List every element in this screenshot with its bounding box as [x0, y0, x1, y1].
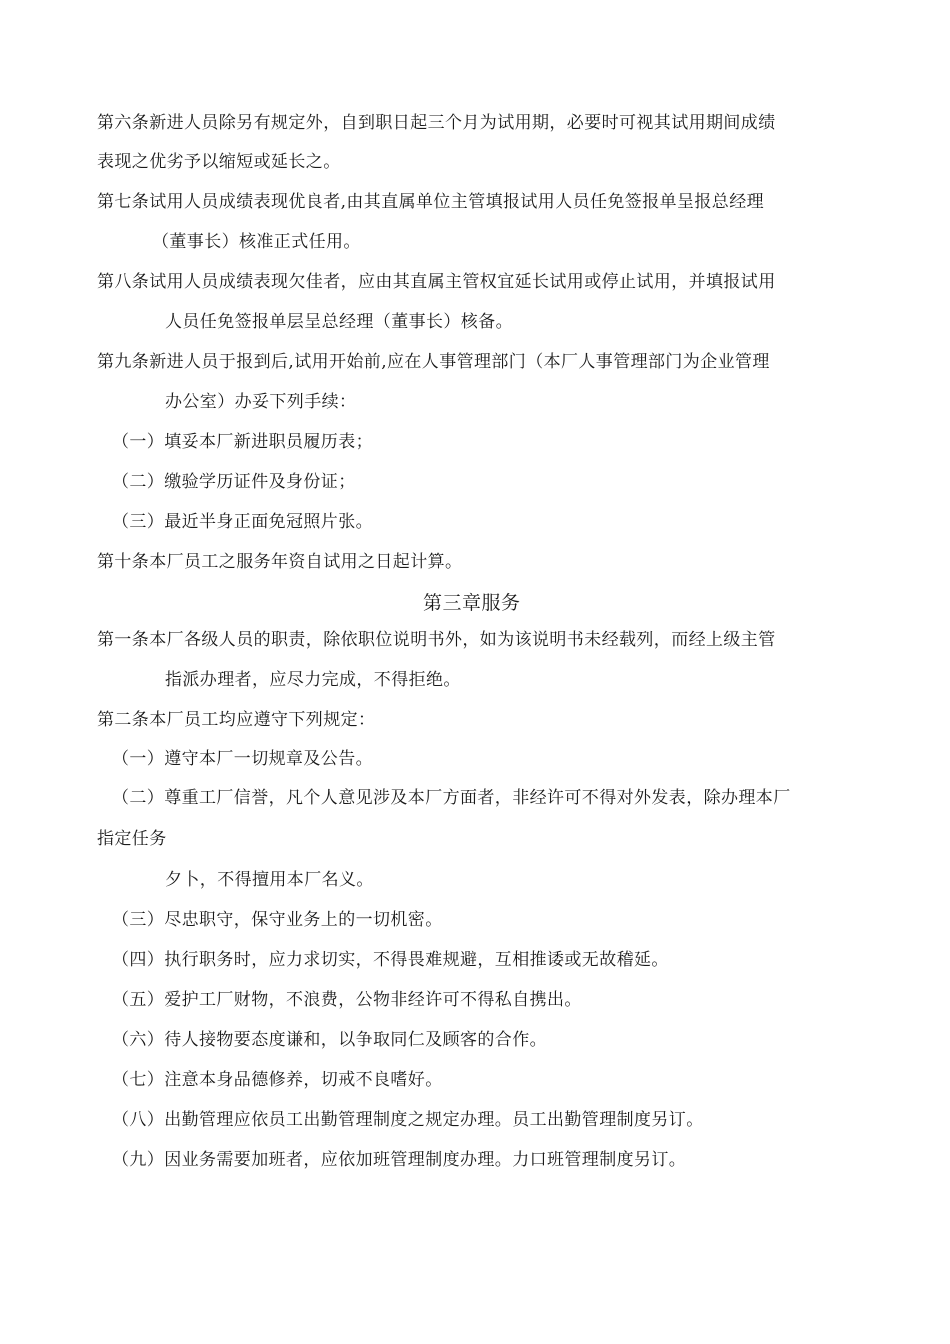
article-8-line-2: 人员任免签报单层呈总经理（董事长）核备。: [165, 312, 513, 332]
article-10: 第十条本厂员工之服务年资自试用之日起计算。: [97, 552, 463, 572]
article-9-item-3: （三）最近半身正面免冠照片张。: [112, 512, 373, 532]
ch3-item-3: （三）尽忠职守，保守业务上的一切机密。: [112, 910, 443, 930]
article-6-line-1: 第六条新进人员除另有规定外，自到职日起三个月为试用期，必要时可视其试用期间成绩: [97, 113, 776, 133]
ch3-item-5: （五）爱护工厂财物，不浪费，公物非经许可不得私自携出。: [112, 990, 582, 1010]
article-9-item-2: （二）缴验学历证件及身份证；: [112, 472, 356, 492]
ch3-item-2-line-3: 夕卜，不得擅用本厂名义。: [165, 870, 374, 890]
ch3-item-9: （九）因业务需要加班者，应依加班管理制度办理。力口班管理制度另订。: [112, 1150, 687, 1170]
ch3-item-8: （八）出勤管理应依员工出勤管理制度之规定办理。员工出勤管理制度另订。: [112, 1110, 704, 1130]
ch3-item-4: （四）执行职务时，应力求切实，不得畏难规避，互相推诿或无故稽延。: [112, 950, 669, 970]
ch3-item-6: （六）待人接物要态度谦和，以争取同仁及顾客的合作。: [112, 1030, 547, 1050]
ch3-item-2-line-2: 指定任务: [97, 829, 167, 849]
ch3-article-1-line-1: 第一条本厂各级人员的职责，除依职位说明书外，如为该说明书未经载列，而经上级主管: [97, 630, 776, 650]
article-9-item-1: （一）填妥本厂新进职员履历表；: [112, 432, 373, 452]
article-9-line-2: 办公室）办妥下列手续：: [165, 392, 357, 412]
article-7-line-2: （董事长）核准正式任用。: [152, 232, 361, 252]
article-6-line-2: 表现之优劣予以缩短或延长之。: [97, 152, 341, 172]
ch3-item-7: （七）注意本身品德修养，切戒不良嗜好。: [112, 1070, 443, 1090]
ch3-article-1-line-2: 指派办理者，应尽力完成，不得拒绝。: [165, 670, 461, 690]
article-8-line-1: 第八条试用人员成绩表现欠佳者，应由其直属主管权宜延长试用或停止试用，并填报试用: [97, 272, 776, 292]
ch3-article-2: 第二条本厂员工均应遵守下列规定：: [97, 710, 376, 730]
ch3-item-2-line-1: （二）尊重工厂信誉，凡个人意见涉及本厂方面者，非经许可不得对外发表，除办理本厂: [112, 788, 791, 808]
ch3-item-1: （一）遵守本厂一切规章及公告。: [112, 749, 373, 769]
article-7-line-1: 第七条试用人员成绩表现优良者,由其直属单位主管填报试用人员任免签报单呈报总经理: [97, 192, 765, 212]
article-9-line-1: 第九条新进人员于报到后,试用开始前,应在人事管理部门（本厂人事管理部门为企业管理: [97, 352, 770, 372]
chapter-3-heading: 第三章服务: [423, 592, 521, 614]
